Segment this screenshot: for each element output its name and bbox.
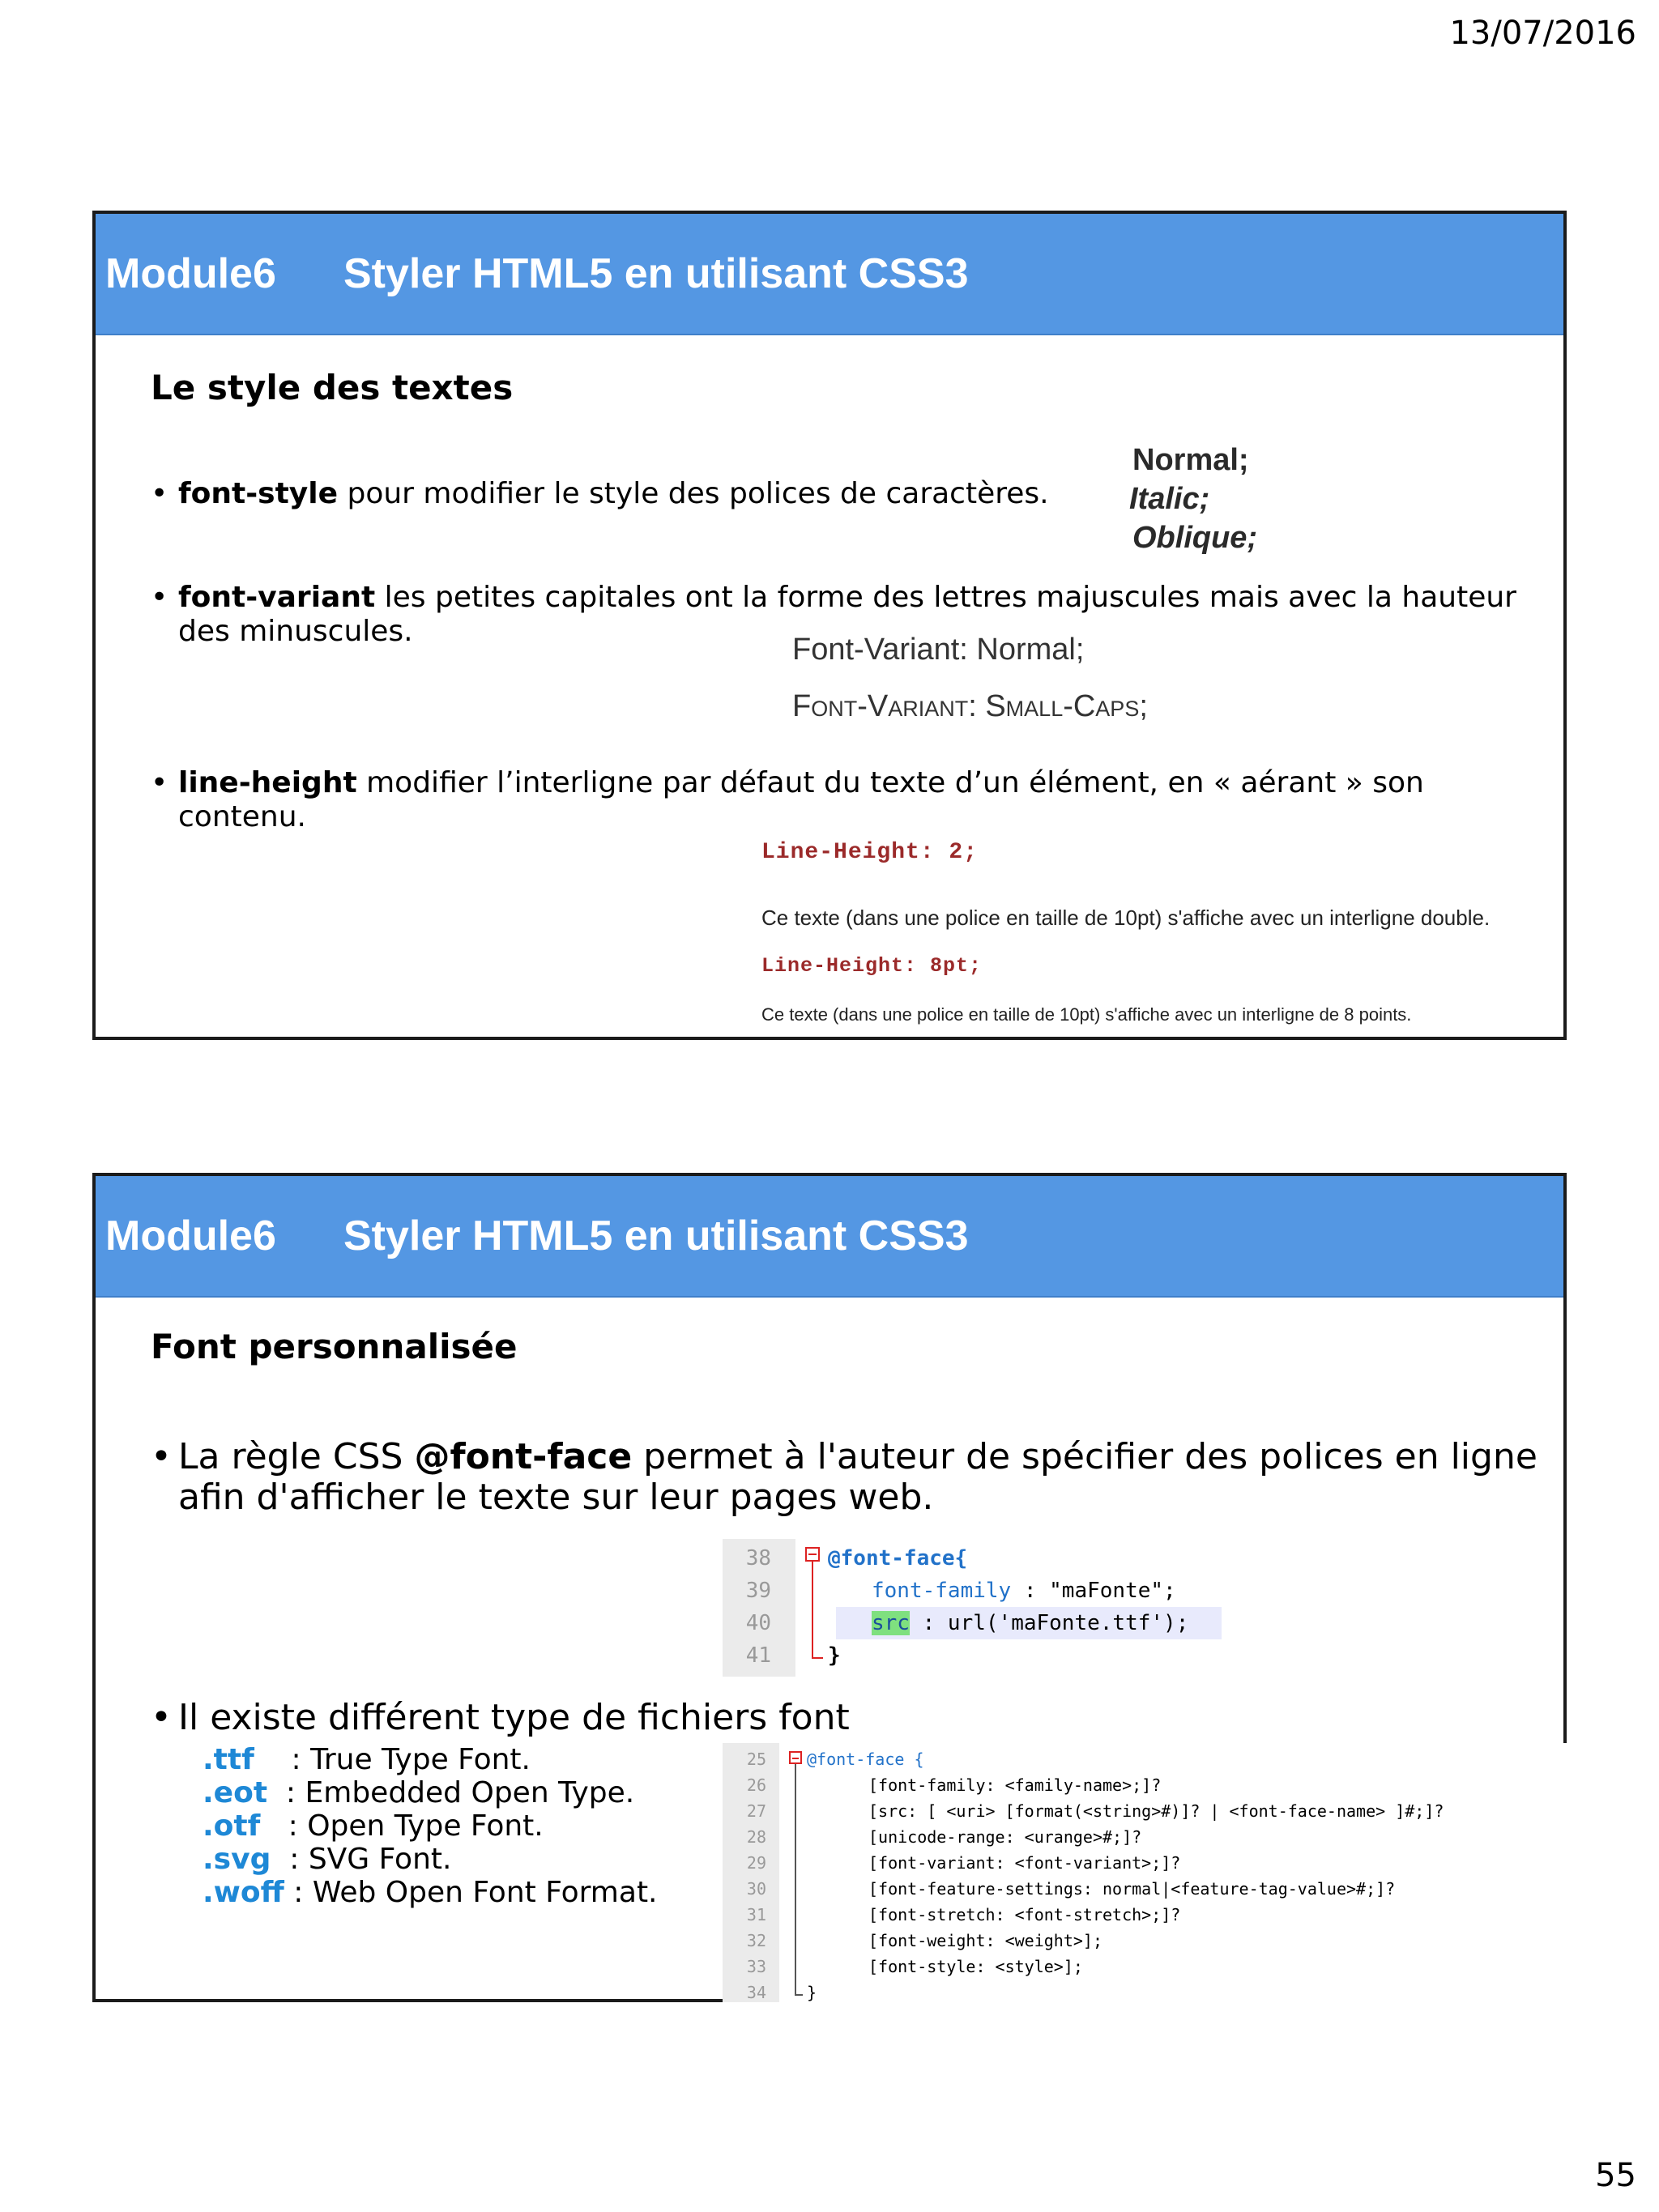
code-line: [unicode-range: <urange>#;]? <box>868 1827 1142 1847</box>
bullet-text: modifier l’interligne par défaut du texte d’un élément, en « aérant » son contenu. <box>178 766 1424 833</box>
module-label: Module6 <box>105 1213 276 1259</box>
bullet-dot: • <box>151 477 168 510</box>
code-line <box>807 1746 924 1772</box>
line-number: 34 <box>746 1983 766 2002</box>
page-number: 55 <box>1595 2157 1636 2194</box>
line-number: 31 <box>746 1905 766 1924</box>
list-item <box>203 1743 658 1776</box>
bullet-text: pour modifier le style des polices de caractères. <box>338 477 1049 510</box>
bullet-text: Il existe différent type de fichiers font <box>178 1697 850 1738</box>
code-line: [font-family: <family-name>;]? <box>868 1775 1162 1795</box>
line-height-code-2: Line-Height: 8pt; <box>761 954 983 978</box>
code-line: [font-style: <style>]; <box>868 1957 1083 1976</box>
line-number: 28 <box>746 1827 766 1847</box>
fold-end <box>812 1657 823 1659</box>
fold-end <box>795 1994 803 1996</box>
slide-header <box>96 214 1563 335</box>
separator: : <box>267 1776 305 1809</box>
ext-name: .woff <box>203 1876 284 1909</box>
code-token: src <box>872 1611 910 1635</box>
font-style-normal: Normal; <box>1132 443 1249 477</box>
font-variant-small-caps: Font-Variant: Small-Caps; <box>792 689 1148 723</box>
bullet-dot: • <box>151 1436 172 1477</box>
slide-subtitle: Le style des textes <box>151 368 514 407</box>
module-label: Module6 <box>105 250 276 297</box>
list-item <box>203 1876 658 1909</box>
separator: : <box>260 1809 308 1843</box>
bullet-line-height <box>151 766 1544 834</box>
code-token: : "maFonte"; <box>1011 1579 1176 1603</box>
line-number-gutter <box>723 1539 795 1677</box>
separator: : <box>271 1843 309 1876</box>
line-height-code-1: Line-Height: 2; <box>761 840 979 865</box>
bullet-term: @font-face <box>414 1436 633 1477</box>
line-number: 33 <box>746 1957 766 1976</box>
line-number: 27 <box>746 1801 766 1821</box>
line-number: 25 <box>746 1750 766 1769</box>
list-item <box>203 1843 658 1876</box>
ext-desc: True Type Font. <box>310 1743 531 1776</box>
ext-desc: SVG Font. <box>308 1843 452 1876</box>
code-line: [font-weight: <weight>]; <box>868 1931 1102 1950</box>
page-date: 13/07/2016 <box>1449 15 1636 52</box>
line-number: 29 <box>746 1853 766 1873</box>
list-item <box>203 1809 658 1843</box>
code-token: @font-face { <box>807 1750 924 1769</box>
collapse-icon[interactable] <box>789 1751 802 1764</box>
code-token: font-family <box>872 1579 1012 1603</box>
list-item <box>203 1776 658 1809</box>
line-height-text-2: Ce texte (dans une police en taille de 10pt) s'affiche avec un interligne de 8 points. <box>761 1004 1412 1025</box>
bullet-text-post: permet à l'auteur de spécifier des polices en ligne afin d'afficher le texte sur leur pages web. <box>178 1436 1537 1518</box>
fold-line <box>795 1764 796 1994</box>
line-number: 38 <box>745 1546 771 1571</box>
bullet-dot: • <box>151 1697 172 1738</box>
slide-text-styles <box>92 211 1567 1040</box>
ext-name: .svg <box>203 1843 271 1876</box>
code-line: [font-feature-settings: normal|<feature-tag-value>#;]? <box>868 1879 1396 1899</box>
slide-title: Styler HTML5 en utilisant CSS3 <box>343 250 969 297</box>
bullet-font-style <box>151 477 1123 511</box>
bullet-text: les petites capitales ont la forme des lettres majuscules mais avec la hauteur des minuscules. <box>178 581 1516 648</box>
line-number: 26 <box>746 1775 766 1795</box>
line-number-gutter <box>723 1743 779 2002</box>
code-snippet-font-face-syntax <box>723 1743 1638 2002</box>
code-line: [src: [ <uri> [format(<string>#)]? | <font-face-name> ]#;]? <box>868 1801 1444 1821</box>
code-line <box>872 1575 1176 1607</box>
code-snippet-font-face <box>723 1539 1225 1677</box>
line-number: 40 <box>745 1611 771 1635</box>
ext-desc: Web Open Font Format. <box>312 1876 658 1909</box>
line-number: 41 <box>745 1643 771 1668</box>
slide-custom-font <box>92 1173 1567 2002</box>
bullet-text-pre: La règle CSS <box>178 1436 415 1477</box>
ext-desc: Embedded Open Type. <box>305 1776 635 1809</box>
code-line: [font-stretch: <font-stretch>;]? <box>868 1905 1181 1924</box>
code-line: } <box>807 1983 817 2002</box>
bullet-dot: • <box>151 581 168 614</box>
bullet-dot: • <box>151 766 168 799</box>
line-height-text-1: Ce texte (dans une police en taille de 10pt) s'affiche avec un interligne double. <box>761 906 1491 930</box>
line-number: 30 <box>746 1879 766 1899</box>
font-variant-normal: Font-Variant: Normal; <box>792 633 1085 667</box>
line-number: 32 <box>746 1931 766 1950</box>
ext-name: .otf <box>203 1809 261 1843</box>
collapse-icon[interactable] <box>805 1547 820 1562</box>
code-token: : url('maFonte.ttf'); <box>909 1611 1189 1635</box>
ext-desc: Open Type Font. <box>307 1809 544 1843</box>
ext-name: .ttf <box>203 1743 254 1776</box>
font-extension-list <box>203 1743 658 1909</box>
font-style-examples <box>1129 441 1258 557</box>
separator: : <box>284 1876 313 1909</box>
bullet-term: font-style <box>178 477 339 510</box>
bullet-font-types <box>151 1698 880 1738</box>
line-number: 39 <box>745 1579 771 1603</box>
bullet-term: font-variant <box>178 581 376 614</box>
separator: : <box>254 1743 311 1776</box>
slide-subtitle: Font personnalisée <box>151 1327 518 1366</box>
fold-line <box>812 1562 813 1659</box>
bullet-font-face <box>151 1437 1544 1518</box>
bullet-term: line-height <box>178 766 357 799</box>
ext-name: .eot <box>203 1776 268 1809</box>
code-line <box>828 1542 967 1575</box>
code-line <box>872 1607 1188 1639</box>
font-style-oblique: Oblique; <box>1132 521 1258 555</box>
font-style-italic: Italic; <box>1129 482 1210 516</box>
code-line: [font-variant: <font-variant>;]? <box>868 1853 1181 1873</box>
code-line: } <box>828 1643 841 1668</box>
code-token: @font-face{ <box>828 1546 968 1571</box>
slide-title: Styler HTML5 en utilisant CSS3 <box>343 1213 969 1259</box>
slide-header <box>96 1176 1563 1298</box>
